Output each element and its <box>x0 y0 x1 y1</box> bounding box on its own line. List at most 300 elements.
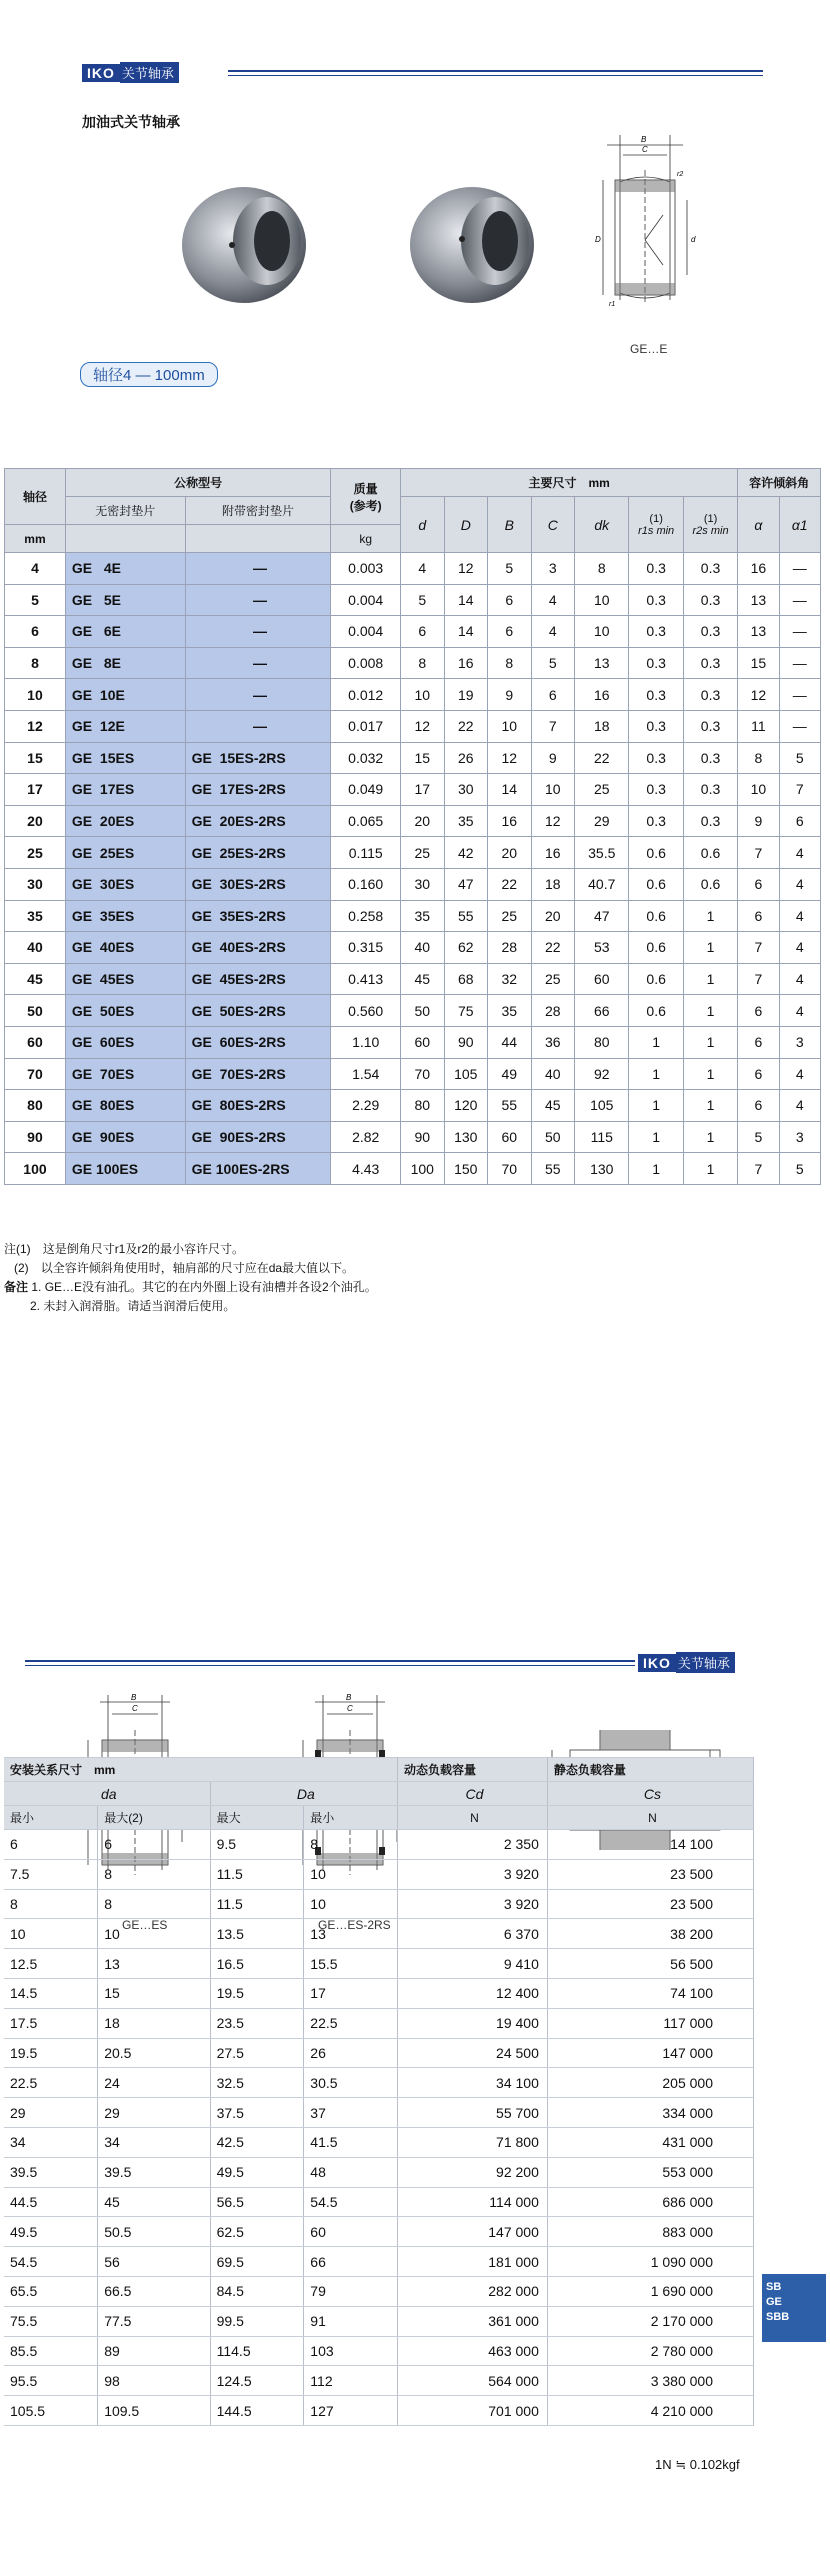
model-open-cell: GE 40ES <box>65 932 185 964</box>
r1-cell: 1 <box>629 1058 683 1090</box>
Da-max-cell: 32.5 <box>210 2068 304 2098</box>
alpha1-cell: — <box>779 616 820 648</box>
table-row <box>4 2217 754 2247</box>
C-cell: 16 <box>531 837 575 869</box>
da-min-cell: 49.5 <box>4 2217 98 2247</box>
da-max-cell: 109.5 <box>98 2396 210 2426</box>
model-sealed-cell: — <box>185 553 331 585</box>
D-cell: 14 <box>444 584 488 616</box>
model-sealed-cell: GE 20ES-2RS <box>185 805 331 837</box>
model-sealed-cell: GE 90ES-2RS <box>185 1121 331 1153</box>
table-row <box>4 2396 754 2426</box>
r2-cell: 0.6 <box>683 837 737 869</box>
table-row <box>4 2008 754 2038</box>
r1s-label: r1s min <box>638 524 675 537</box>
r1-cell: 0.3 <box>629 553 683 585</box>
product-subtitle: 加油式关节轴承 <box>82 114 180 130</box>
Da-min-cell: 13 <box>304 1919 398 1949</box>
mass-cell: 0.560 <box>331 995 401 1027</box>
alpha1-cell: — <box>779 584 820 616</box>
svg-text:r1: r1 <box>609 301 616 308</box>
shaft-cell: 80 <box>5 1090 66 1122</box>
svg-text:d: d <box>691 235 696 244</box>
d-cell: 12 <box>401 710 445 742</box>
mass-cell: 0.004 <box>331 616 401 648</box>
dk-cell: 22 <box>575 742 629 774</box>
drawing-caption-es-2rs: GE…ES-2RS <box>318 1918 391 1932</box>
Da-min-cell: 127 <box>304 2396 398 2426</box>
da-max-cell: 39.5 <box>98 2157 210 2187</box>
table-row <box>5 710 821 742</box>
d-cell: 10 <box>401 679 445 711</box>
cs-cell: 334 000 <box>547 2098 753 2128</box>
Da-min-cell: 91 <box>304 2306 398 2336</box>
table-row <box>4 1859 754 1889</box>
Da-min-cell: 79 <box>304 2276 398 2306</box>
t2-Cd-unit: N <box>397 1806 547 1830</box>
unit-conversion-note: 1N ≒ 0.102kgf <box>655 2457 740 2472</box>
mass-cell: 2.82 <box>331 1121 401 1153</box>
svg-text:B: B <box>346 1693 352 1702</box>
model-open-cell: GE 17ES <box>65 774 185 806</box>
mass-cell: 1.10 <box>331 1026 401 1058</box>
table-row <box>5 774 821 806</box>
table-row <box>5 679 821 711</box>
table-row <box>4 1949 754 1979</box>
d-cell: 20 <box>401 805 445 837</box>
D-cell: 19 <box>444 679 488 711</box>
mass-cell: 0.017 <box>331 710 401 742</box>
table-header-row <box>5 469 821 497</box>
col-alpha: α <box>738 497 779 553</box>
d-cell: 15 <box>401 742 445 774</box>
C-cell: 6 <box>531 679 575 711</box>
C-cell: 45 <box>531 1090 575 1122</box>
alpha1-cell: 4 <box>779 932 820 964</box>
t2-header-row <box>4 1758 754 1782</box>
Da-max-cell: 69.5 <box>210 2247 304 2277</box>
model-open-cell: GE 45ES <box>65 963 185 995</box>
model-sealed-cell: GE 25ES-2RS <box>185 837 331 869</box>
C-cell: 4 <box>531 584 575 616</box>
da-max-cell: 18 <box>98 2008 210 2038</box>
header2-rule-thin <box>25 1665 635 1666</box>
model-open-cell: GE 15ES <box>65 742 185 774</box>
da-min-cell: 10 <box>4 1919 98 1949</box>
cs-cell: 205 000 <box>547 2068 753 2098</box>
iko-logo-2: IKO <box>638 1654 676 1672</box>
alpha-cell: 11 <box>738 710 779 742</box>
alpha1-cell: — <box>779 647 820 679</box>
model-open-cell: GE 30ES <box>65 868 185 900</box>
Da-max-cell: 37.5 <box>210 2098 304 2128</box>
Da-max-cell: 114.5 <box>210 2336 304 2366</box>
model-open-cell: GE 6E <box>65 616 185 648</box>
cd-cell: 463 000 <box>397 2336 547 2366</box>
D-cell: 150 <box>444 1153 488 1185</box>
model-sealed-cell: GE 30ES-2RS <box>185 868 331 900</box>
table-row <box>4 2276 754 2306</box>
shaft-cell: 25 <box>5 837 66 869</box>
D-cell: 68 <box>444 963 488 995</box>
table-row <box>4 1889 754 1919</box>
da-min-cell: 7.5 <box>4 1859 98 1889</box>
r2-cell: 1 <box>683 1153 737 1185</box>
cd-cell: 9 410 <box>397 1949 547 1979</box>
alpha1-cell: 3 <box>779 1026 820 1058</box>
alpha-cell: 7 <box>738 1153 779 1185</box>
dk-cell: 66 <box>575 995 629 1027</box>
remark-1 <box>4 1278 377 1297</box>
mass-ref-label: (参考) <box>349 498 382 513</box>
d-cell: 50 <box>401 995 445 1027</box>
da-min-cell: 8 <box>4 1889 98 1919</box>
alpha-cell: 8 <box>738 742 779 774</box>
cd-cell: 282 000 <box>397 2276 547 2306</box>
Da-min-cell: 15.5 <box>304 1949 398 1979</box>
alpha-cell: 7 <box>738 932 779 964</box>
page-header-bottom <box>638 1652 735 1673</box>
model-open-cell: GE 60ES <box>65 1026 185 1058</box>
alpha-cell: 6 <box>738 868 779 900</box>
r1-cell: 1 <box>629 1121 683 1153</box>
Da-max-cell: 99.5 <box>210 2306 304 2336</box>
t2-col-install: 安装关系尺寸 mm <box>4 1758 397 1782</box>
mass-cell: 0.315 <box>331 932 401 964</box>
Da-max-cell: 9.5 <box>210 1830 304 1860</box>
remark-1-text: 1. GE…E没有油孔。其它的在内外圈上设有油槽并各设2个油孔。 <box>31 1280 377 1294</box>
model-open-blank <box>65 525 185 553</box>
r2-cell: 0.3 <box>683 774 737 806</box>
D-cell: 130 <box>444 1121 488 1153</box>
cs-cell: 147 000 <box>547 2038 753 2068</box>
shaft-cell: 100 <box>5 1153 66 1185</box>
alpha1-cell: 4 <box>779 1090 820 1122</box>
model-sealed-cell: — <box>185 647 331 679</box>
shaft-cell: 10 <box>5 679 66 711</box>
cs-cell: 38 200 <box>547 1919 753 1949</box>
cd-cell: 6 370 <box>397 1919 547 1949</box>
r2-cell: 0.6 <box>683 868 737 900</box>
dk-cell: 13 <box>575 647 629 679</box>
C-cell: 28 <box>531 995 575 1027</box>
r1-cell: 0.6 <box>629 963 683 995</box>
r1-cell: 0.3 <box>629 742 683 774</box>
shaft-cell: 4 <box>5 553 66 585</box>
note-1-text: 这是倒角尺寸r1及r2的最小容许尺寸。 <box>42 1242 245 1256</box>
header-rule <box>228 70 763 72</box>
B-cell: 60 <box>488 1121 532 1153</box>
da-max-cell: 20.5 <box>98 2038 210 2068</box>
side-tab-ge: GE <box>766 2296 782 2308</box>
model-open-cell: GE 50ES <box>65 995 185 1027</box>
alpha-cell: 6 <box>738 1026 779 1058</box>
alpha-cell: 10 <box>738 774 779 806</box>
drawing-caption-e: GE…E <box>630 342 668 356</box>
table-row <box>5 1121 821 1153</box>
da-max-cell: 29 <box>98 2098 210 2128</box>
B-cell: 10 <box>488 710 532 742</box>
da-min-cell: 54.5 <box>4 2247 98 2277</box>
note-1 <box>4 1240 377 1259</box>
C-cell: 40 <box>531 1058 575 1090</box>
C-cell: 36 <box>531 1026 575 1058</box>
svg-text:C: C <box>132 1704 138 1713</box>
cs-cell: 117 000 <box>547 2008 753 2038</box>
da-min-cell: 12.5 <box>4 1949 98 1979</box>
mass-cell: 4.43 <box>331 1153 401 1185</box>
r1-cell: 0.3 <box>629 774 683 806</box>
mass-cell: 2.29 <box>331 1090 401 1122</box>
dk-cell: 130 <box>575 1153 629 1185</box>
shaft-cell: 5 <box>5 584 66 616</box>
col-model: 公称型号 <box>65 469 330 497</box>
note-2-text: 以全容许倾斜角使用时，轴肩部的尺寸应在da最大值以下。 <box>40 1261 355 1275</box>
header2-title: 关节轴承 <box>676 1652 735 1673</box>
model-open-cell: GE 90ES <box>65 1121 185 1153</box>
Da-min-cell: 112 <box>304 2366 398 2396</box>
r1-cell: 0.3 <box>629 647 683 679</box>
t2-sub-row <box>4 1806 754 1830</box>
alpha1-cell: 4 <box>779 868 820 900</box>
note1-mark: (1) <box>649 512 663 525</box>
dk-cell: 29 <box>575 805 629 837</box>
shaft-cell: 90 <box>5 1121 66 1153</box>
Da-min-cell: 17 <box>304 1978 398 2008</box>
table-row <box>4 2336 754 2366</box>
cs-cell: 23 500 <box>547 1889 753 1919</box>
t2-Da: Da <box>210 1782 397 1806</box>
da-min-cell: 39.5 <box>4 2157 98 2187</box>
model-sealed-cell: — <box>185 616 331 648</box>
r1-cell: 0.3 <box>629 616 683 648</box>
alpha1-cell: 4 <box>779 995 820 1027</box>
B-cell: 5 <box>488 553 532 585</box>
D-cell: 55 <box>444 900 488 932</box>
table-row <box>4 2366 754 2396</box>
B-cell: 32 <box>488 963 532 995</box>
cs-cell: 74 100 <box>547 1978 753 2008</box>
table-subheader-row <box>5 497 821 525</box>
da-min-cell: 22.5 <box>4 2068 98 2098</box>
shaft-cell: 15 <box>5 742 66 774</box>
r1-cell: 0.6 <box>629 995 683 1027</box>
shaft-cell: 45 <box>5 963 66 995</box>
da-min-cell: 17.5 <box>4 2008 98 2038</box>
da-max-cell: 89 <box>98 2336 210 2366</box>
r2-cell: 0.3 <box>683 553 737 585</box>
da-max-cell: 10 <box>98 1919 210 1949</box>
mass-cell: 0.160 <box>331 868 401 900</box>
spec-table-body <box>5 553 821 1185</box>
d-cell: 100 <box>401 1153 445 1185</box>
cd-cell: 24 500 <box>397 2038 547 2068</box>
header-title: 关节轴承 <box>120 62 179 83</box>
r2-cell: 0.3 <box>683 584 737 616</box>
model-open-cell: GE 25ES <box>65 837 185 869</box>
mass-cell: 0.032 <box>331 742 401 774</box>
r2-cell: 1 <box>683 963 737 995</box>
cd-cell: 92 200 <box>397 2157 547 2187</box>
header-rule-thin <box>228 75 763 76</box>
cs-cell: 553 000 <box>547 2157 753 2187</box>
t2-col-dyn: 动态负载容量 <box>397 1758 547 1782</box>
da-min-cell: 85.5 <box>4 2336 98 2366</box>
model-open-cell: GE 70ES <box>65 1058 185 1090</box>
table-row <box>4 1919 754 1949</box>
shaft-cell: 6 <box>5 616 66 648</box>
r1-cell: 1 <box>629 1153 683 1185</box>
t2-col-stat: 静态负载容量 <box>547 1758 753 1782</box>
D-cell: 105 <box>444 1058 488 1090</box>
B-cell: 8 <box>488 647 532 679</box>
r1-cell: 1 <box>629 1026 683 1058</box>
r2-cell: 0.3 <box>683 647 737 679</box>
Da-max-cell: 23.5 <box>210 2008 304 2038</box>
remark-label: 备注 <box>4 1280 29 1294</box>
cd-cell: 147 000 <box>397 2217 547 2247</box>
remark-2-text: 2. 未封入润滑脂。请适当润滑后使用。 <box>30 1299 236 1313</box>
table-row <box>4 2098 754 2128</box>
cs-cell: 3 380 000 <box>547 2366 753 2396</box>
col-r2s <box>683 497 737 553</box>
model-open-cell: GE 12E <box>65 710 185 742</box>
Da-max-cell: 56.5 <box>210 2187 304 2217</box>
svg-text:B: B <box>131 1693 137 1702</box>
alpha1-cell: 4 <box>779 837 820 869</box>
alpha-cell: 16 <box>738 553 779 585</box>
C-cell: 3 <box>531 553 575 585</box>
da-max-cell: 56 <box>98 2247 210 2277</box>
da-max-cell: 24 <box>98 2068 210 2098</box>
col-d: d <box>401 497 445 553</box>
da-max-cell: 50.5 <box>98 2217 210 2247</box>
Da-max-cell: 49.5 <box>210 2157 304 2187</box>
B-cell: 6 <box>488 584 532 616</box>
t2-da-min: 最小 <box>4 1806 98 1830</box>
da-max-cell: 98 <box>98 2366 210 2396</box>
table-row <box>5 868 821 900</box>
Da-min-cell: 10 <box>304 1889 398 1919</box>
alpha1-cell: 6 <box>779 805 820 837</box>
t2-Cs: Cs <box>547 1782 753 1806</box>
t2-da-max: 最大(2) <box>98 1806 210 1830</box>
B-cell: 49 <box>488 1058 532 1090</box>
table-row <box>5 900 821 932</box>
table-row <box>4 1830 754 1860</box>
Da-max-cell: 11.5 <box>210 1859 304 1889</box>
section-tab[interactable] <box>762 2274 826 2342</box>
r2-cell: 1 <box>683 995 737 1027</box>
table-row <box>4 2157 754 2187</box>
C-cell: 20 <box>531 900 575 932</box>
dk-cell: 16 <box>575 679 629 711</box>
D-cell: 26 <box>444 742 488 774</box>
r2s-label: r2s min <box>692 524 729 537</box>
mass-cell: 0.008 <box>331 647 401 679</box>
alpha1-cell: 4 <box>779 900 820 932</box>
cd-cell: 2 350 <box>397 1830 547 1860</box>
svg-text:B: B <box>641 135 647 144</box>
mass-cell: 0.012 <box>331 679 401 711</box>
mass-cell: 0.115 <box>331 837 401 869</box>
model-sealed-blank <box>185 525 331 553</box>
drawing-ge-e <box>585 130 735 320</box>
model-sealed-cell: GE 17ES-2RS <box>185 774 331 806</box>
da-max-cell: 13 <box>98 1949 210 1979</box>
dk-cell: 40.7 <box>575 868 629 900</box>
t2-Da-min: 最小 <box>304 1806 398 1830</box>
t2-Da-max: 最大 <box>210 1806 304 1830</box>
C-cell: 25 <box>531 963 575 995</box>
model-sealed-cell: — <box>185 710 331 742</box>
model-sealed-cell: GE 15ES-2RS <box>185 742 331 774</box>
da-min-cell: 65.5 <box>4 2276 98 2306</box>
r1-cell: 0.6 <box>629 900 683 932</box>
model-open-cell: GE 5E <box>65 584 185 616</box>
mass-cell: 0.413 <box>331 963 401 995</box>
col-dk: dk <box>575 497 629 553</box>
cd-cell: 361 000 <box>397 2306 547 2336</box>
table-row <box>5 963 821 995</box>
da-min-cell: 95.5 <box>4 2366 98 2396</box>
model-sealed-cell: GE 60ES-2RS <box>185 1026 331 1058</box>
cs-cell: 23 500 <box>547 1859 753 1889</box>
alpha-cell: 9 <box>738 805 779 837</box>
r2-cell: 0.3 <box>683 679 737 711</box>
note-2 <box>4 1259 377 1278</box>
C-cell: 5 <box>531 647 575 679</box>
shaft-cell: 20 <box>5 805 66 837</box>
cd-cell: 12 400 <box>397 1978 547 2008</box>
da-min-cell: 14.5 <box>4 1978 98 2008</box>
dk-cell: 105 <box>575 1090 629 1122</box>
alpha-cell: 6 <box>738 900 779 932</box>
D-cell: 62 <box>444 932 488 964</box>
d-cell: 45 <box>401 963 445 995</box>
bearing-photo-2 <box>400 175 540 315</box>
table-row <box>4 2187 754 2217</box>
table-row <box>5 995 821 1027</box>
remark-2 <box>4 1297 377 1316</box>
cd-cell: 3 920 <box>397 1889 547 1919</box>
B-cell: 9 <box>488 679 532 711</box>
D-cell: 16 <box>444 647 488 679</box>
Da-min-cell: 41.5 <box>304 2127 398 2157</box>
t2-da: da <box>4 1782 210 1806</box>
r1-cell: 0.3 <box>629 710 683 742</box>
shaft-cell: 60 <box>5 1026 66 1058</box>
cd-cell: 114 000 <box>397 2187 547 2217</box>
dk-cell: 10 <box>575 616 629 648</box>
da-min-cell: 19.5 <box>4 2038 98 2068</box>
D-cell: 47 <box>444 868 488 900</box>
col-model-open: 无密封垫片 <box>65 497 185 525</box>
cd-cell: 34 100 <box>397 2068 547 2098</box>
Da-max-cell: 42.5 <box>210 2127 304 2157</box>
D-cell: 12 <box>444 553 488 585</box>
C-cell: 4 <box>531 616 575 648</box>
B-cell: 14 <box>488 774 532 806</box>
alpha1-cell: 5 <box>779 742 820 774</box>
svg-text:C: C <box>347 1704 353 1713</box>
table-row <box>4 2247 754 2277</box>
da-min-cell: 6 <box>4 1830 98 1860</box>
model-sealed-cell: GE 100ES-2RS <box>185 1153 331 1185</box>
B-cell: 25 <box>488 900 532 932</box>
B-cell: 55 <box>488 1090 532 1122</box>
B-cell: 20 <box>488 837 532 869</box>
